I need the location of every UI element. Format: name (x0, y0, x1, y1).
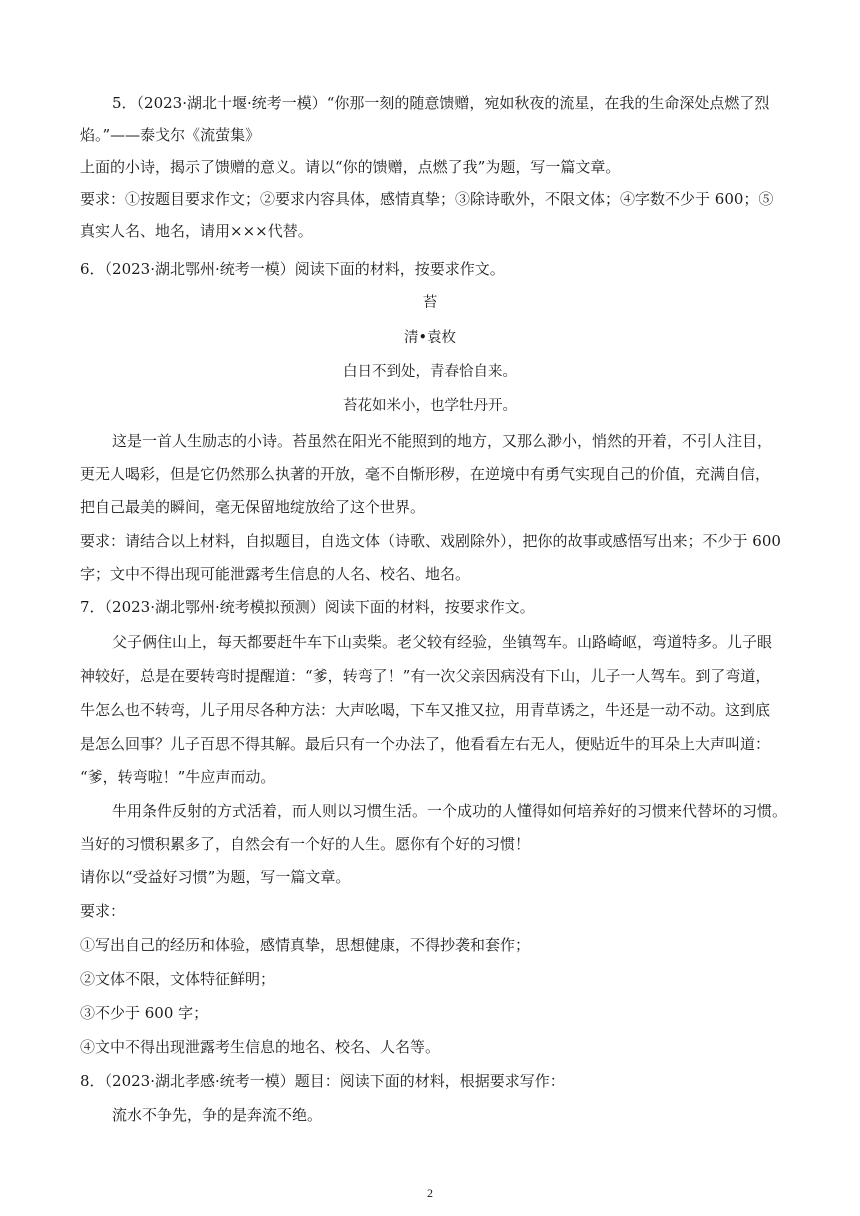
q7-para1-line-2: 神较好，总是在要转弯时提醒道：“爹，转弯了！”有一次父亲因病没有下山，儿子一人驾车。到了弯道， (80, 667, 771, 685)
q7-requirement-4: ④文中不得出现泄露考生信息的地名、校名、人名等。 (80, 1038, 441, 1056)
q8-material: 流水不争先，争的是奔流不绝。 (112, 1106, 323, 1124)
q7-prompt: 请你以“受益好习惯”为题，写一篇文章。 (80, 868, 351, 886)
q7-requirement-2: ②文体不限，文体特征鲜明； (80, 970, 276, 988)
q5-line-4: 要求：①按题目要求作文；②要求内容具体，感情真挚；③除诗歌外，不限文体；④字数不少于 600；⑤ (80, 190, 774, 208)
q6-requirement-line-2: 字；文中不得出现可能泄露考生信息的人名、校名、地名。 (80, 565, 471, 583)
q7-para1-line-3: 牛怎么也不转弯，儿子用尽各种方法：大声吆喝，下车又推又拉，用青草诱之，牛还是一动不动。这到底 (80, 701, 771, 719)
poem-verse-2: 苔花如米小，也学牡丹开。 (343, 398, 517, 414)
q5-line-1: 5．（2023·湖北十堰·统考一模）“你那一刻的随意馈赠，宛如秋夜的流星，在我的生命深处点燃了烈 (112, 94, 770, 112)
poem-verse-1: 白日不到处，青春恰自来。 (343, 364, 517, 380)
q6-requirement-line-1: 要求：请结合以上材料，自拟题目，自选文体（诗歌、戏剧除外），把你的故事或感悟写出来；不少于 600 (80, 532, 781, 550)
q7-requirement-3: ③不少于 600 字； (80, 1004, 209, 1022)
poem-author: 清•袁枚 (403, 330, 457, 346)
q7-requirement-heading: 要求： (80, 902, 126, 920)
q6-body-line-1: 这是一首人生励志的小诗。苔虽然在阳光不能照到的地方，又那么渺小，悄然的开着，不引人注目， (112, 432, 773, 450)
q6-body-line-2: 更无人喝彩，但是它仍然那么执著的开放，毫不自惭形秽，在逆境中有勇气实现自己的价值，充满自信， (80, 465, 771, 483)
poem-title: 苔 (422, 295, 438, 311)
q7-para1-line-5: “爹，转弯啦！”牛应声而动。 (80, 768, 276, 786)
q7-para1-line-4: 是怎么回事？儿子百思不得其解。最后只有一个办法了，他看看左右无人，便贴近牛的耳朵上大声叫道： (80, 735, 771, 753)
q8-heading: 8．（2023·湖北孝感·统考一模）题目：阅读下面的材料，根据要求写作： (80, 1072, 565, 1090)
page-number: 2 (427, 1186, 433, 1200)
q7-para2-line-2: 当好的习惯积累多了，自然会有一个好的人生。愿你有个好的习惯！ (80, 835, 531, 853)
q7-heading: 7．（2023·湖北鄂州·统考模拟预测）阅读下面的材料，按要求作文。 (80, 598, 535, 616)
q5-line-2: 焰。”——泰戈尔《流萤集》 (80, 126, 261, 144)
q7-para2-line-1: 牛用条件反射的方式活着，而人则以习惯生活。一个成功的人懂得如何培养好的习惯来代替坏的习惯。 (112, 802, 788, 820)
q5-line-5: 真实人名、地名，请用×××代替。 (80, 222, 313, 240)
q7-requirement-1: ①写出自己的经历和体验，感情真挚，思想健康，不得抄袭和套作； (80, 936, 531, 954)
q7-para1-line-1: 父子俩住山上，每天都要赶牛车下山卖柴。老父较有经验，坐镇驾车。山路崎岖，弯道特多。儿子眼 (112, 633, 773, 651)
q6-body-line-3: 把自己最美的瞬间，毫无保留地绽放给了这个世界。 (80, 498, 426, 516)
q6-heading: 6．（2023·湖北鄂州·统考一模）阅读下面的材料，按要求作文。 (80, 260, 505, 278)
q5-line-3: 上面的小诗，揭示了馈赠的意义。请以“你的馈赠，点燃了我”为题，写一篇文章。 (80, 158, 621, 176)
